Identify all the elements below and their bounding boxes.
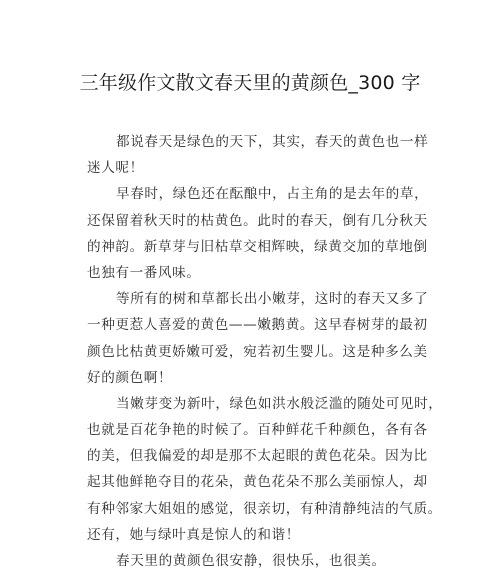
text-line: 还保留着秋天时的枯黄色。此时的春天，倒有几分秋天 <box>87 212 428 229</box>
text-line: 的美，但我偏爱的却是那不太起眼的黄色花朵。因为比 <box>87 448 428 465</box>
paragraph-3 <box>87 286 427 391</box>
paragraph-4 <box>87 391 443 548</box>
text-line: 也独有一番风味。 <box>87 264 201 281</box>
text-line: 早春时，绿色还在酝酿中，占主角的是去年的草， <box>116 186 429 203</box>
text-line: 还有，她与绿叶真是惊人的和谐！ <box>87 526 300 543</box>
text-line: 的神韵。新草芽与旧枯草交相辉映，绿黄交加的草地倒 <box>87 238 428 255</box>
paragraph-2 <box>87 181 427 286</box>
text-line: 春天里的黄颜色很安静，很快乐，也很美。 <box>116 553 386 569</box>
text-line: 有种邻家大姐姐的感觉，很亲切，有种清静纯洁的气质。 <box>87 500 442 517</box>
text-line: 迷人呢！ <box>87 160 144 177</box>
paragraph-1 <box>87 129 427 181</box>
text-line: 也就是百花争艳的时候了。百种鲜花千种颜色，各有各 <box>87 422 428 439</box>
text-line: 当嫩芽变为新叶，绿色如洪水般泛滥的随处可见时， <box>116 395 443 412</box>
document-body <box>87 129 443 574</box>
text-line: 起其他鲜艳夺目的花朵，黄色花朵不那么美丽惊人，却 <box>87 474 428 491</box>
text-line: 等所有的树和草都长出小嫩芽，这时的春天又多了 <box>116 291 429 308</box>
text-line: 都说春天是绿色的天下，其实，春天的黄色也一样 <box>116 134 429 150</box>
text-line: 一种更惹人喜爱的黄色——嫩鹅黄。这早春树芽的最初 <box>87 317 428 334</box>
text-line: 颜色比枯黄更娇嫩可爱，宛若初生婴儿。这是种多么美 <box>87 343 428 360</box>
document-title: 三年级作文散文春天里的黄颜色_300 字 <box>79 72 421 94</box>
paragraph-5 <box>87 548 427 574</box>
text-line: 好的颜色啊！ <box>87 369 173 386</box>
